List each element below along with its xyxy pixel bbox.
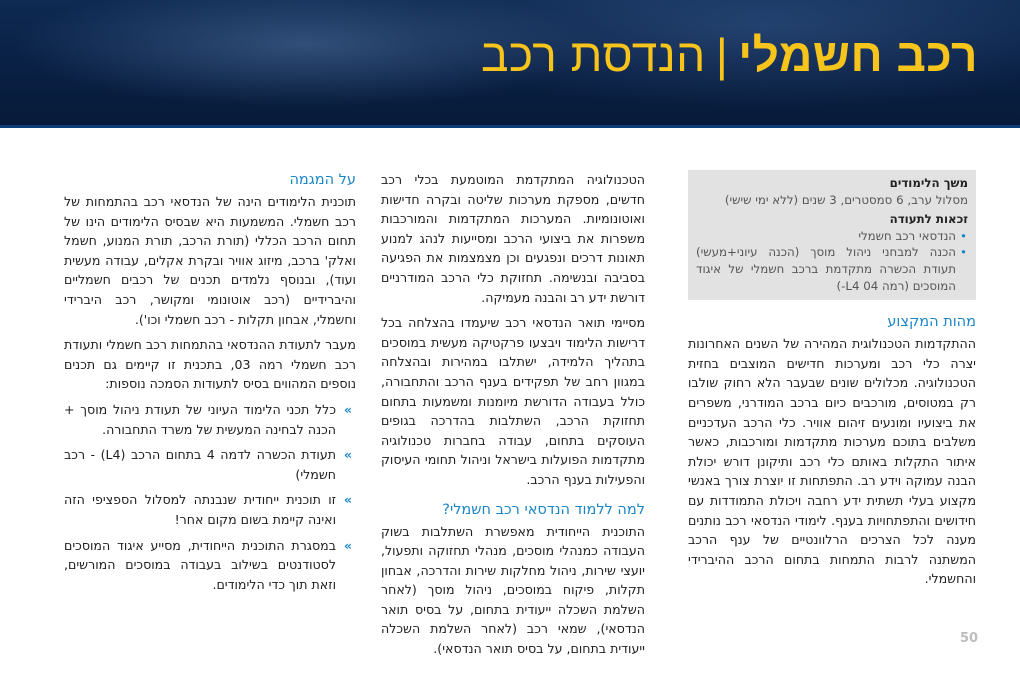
why-text: התוכנית הייחודית מאפשרת השתלבות בשוק העבודה כמנהלי מוסכים, מנהלי תחזוקה ותפעול, יועצי שירות, ניהול מחלקות שירות והדרכה, אבחון תקלות, פיקוח במוסכים, ניהול מוסך (לאחר השלמת השכלה ייעודית בתחום, על בסיס תואר הנדסאי), שמאי רכב (לאחר השלמת השכלה ייעודית בתחום, על בסיס תואר הנדסאי). [381,523,645,657]
middle-column [381,170,645,665]
certificate-list [696,228,968,294]
title-main: רכב חשמלי [738,29,978,81]
middle-paragraph-2: מסיימי תואר הנדסאי רכב שיעמדו בהצלחה בכל דרישות הלימוד ויבצעו פרקטיקה מעשית במוסכים בתהליך הלמידה, ישתלבו במהירות ובהצלחה במגוון רחב של תפקידים בענף הרכב והתחבורה, כולל בעבודה הדורשת מיומנות ומשמעות בתחום תחזוקת הרכב, השתלבות בהדרכה בגופים העוסקים בתחום, עבודה בחברות טכנולוגיה מתקדמות הפועלות בישראל וניהול תחומי העיסוק והפעילות בענף הרכב. [381,315,645,487]
header-banner [0,0,1020,128]
about-bullet-list [64,400,356,594]
certificate-label: זכאות לתעודה [889,212,968,227]
left-column [64,170,356,600]
about-paragraph-1: תוכנית הלימודים הינה של הנדסאי רכב בהתמחות של רכב חשמלי. המשמעות היא שבסיס הלימודים הינו של תחום הרכב הכללי (תורת הרכב, תורת המנוע, חשמל ואלק' ברכב, מיזוג אוויר ובקרת אקלים, עבודה מעשית ועוד), ובנוסף נלמדים תכנים של רכבים חשמליים והיברידיים (רכב אוטונומי ומקושר, רכב היברידי וחשמלי, אבחון תקלות - רכב חשמלי וכו'). [64,194,356,327]
title-sub: הנדסת רכב [481,29,706,81]
right-column [688,170,976,595]
about-bullet: » תעודת הכשרה לדמה 4 בתחום הרכב (L4) - רכב חשמלי) [64,445,356,484]
about-bullet: » זו תוכנית ייחודית שנבנתה למסלול הספציפי הזה ואינה קיימת בשום מקום אחר! [64,490,356,529]
about-bullet: » במסגרת התוכנית הייחודית, מסייע איגוד המוסכים לסטודנטים בשילוב בעבודה במוסכים המורשים, וזאת תוך כדי הלימודים. [64,536,356,595]
essence-heading: מהות המקצוע [887,314,976,331]
title-separator: | [715,29,729,81]
page-title [481,28,978,82]
essence-text: ההתקדמות הטכנולוגית המהירה של השנים האחרונות יצרה כלי רכב ומערכות חדישים המוצבים בחזית הטכנולוגיה. מכלולים שונים שבעבר הלא רחוק שולבו רק במטוסים, מורכבים כיום ברכב המודרני, משפרים את ביצועיו ומונעים זיהום אוויר. כלי הרכב העדכניים משלבים בתוכם מערכות מתקדמות ומורכבות, כאשר איתור התקלות באותם כלי רכב ותיקונן דורש יכולת הבנה עמוקה וידע רב. התפתחות זו יוצרת צורך באנשי מקצוע בעלי תשתית ידע רחבה ויכולת התמודדות עם חידושים והתפתחויות בענף. לימודי הנדסאי רכב נותנים מענה לכל הצרכים הרלוונטיים של ענף הרכב המשתנה לרבות התמחות בתחום הרכב ההיברידי והחשמלי. [688,336,976,587]
middle-paragraph-1: הטכנולוגיה המתקדמת המוטמעת בכלי רכב חדשים, מספקת מערכות שליטה ובקרה חדישות ואוטונומיות. המערכות המתקדמות והמורכבות משפרות את ביצועי הרכב ומסייעות לנהג למנוע תאונות דרכים ונפגעים וכן מצמצמות את הפגיעה בסביבה ובנשימה. תחזוקת כלי הרכב המודרניים דורשת ידע רב והבנה מעמיקה. [381,172,645,305]
about-heading: על המגמה [289,172,356,188]
duration-value: מסלול ערב, 6 סמסטרים, 3 שנים (ללא ימי שישי) [724,192,968,207]
certificate-item: • הנדסאי רכב חשמלי [696,228,968,245]
info-box [688,170,976,300]
duration-label: משך הלימודים [889,176,968,190]
certificate-item: • הכנה למבחני ניהול מוסך (הכנה עיוני+מעשי) תעודת הכשרה מתקדמת ברכב חשמלי של איגוד המוסכים (רמה ‎L4 04-) [696,244,968,294]
why-heading: למה ללמוד הנדסאי רכב חשמלי? [442,501,645,518]
about-paragraph-2: מעבר לתעודת ההנדסאי בהתמחות רכב חשמלי ותעודת רכב חשמלי רמה 03, בתכנית זו קיימים גם תכנים נוספים המהווים בסיס לתעודות הסמכה נוספות: [64,337,356,392]
about-bullet: » כלל תכני הלימוד העיוני של תעודת ניהול מוסך + הכנה לבחינה המעשית של משרד התחבורה. [64,400,356,439]
page-number: 50 [960,631,979,646]
